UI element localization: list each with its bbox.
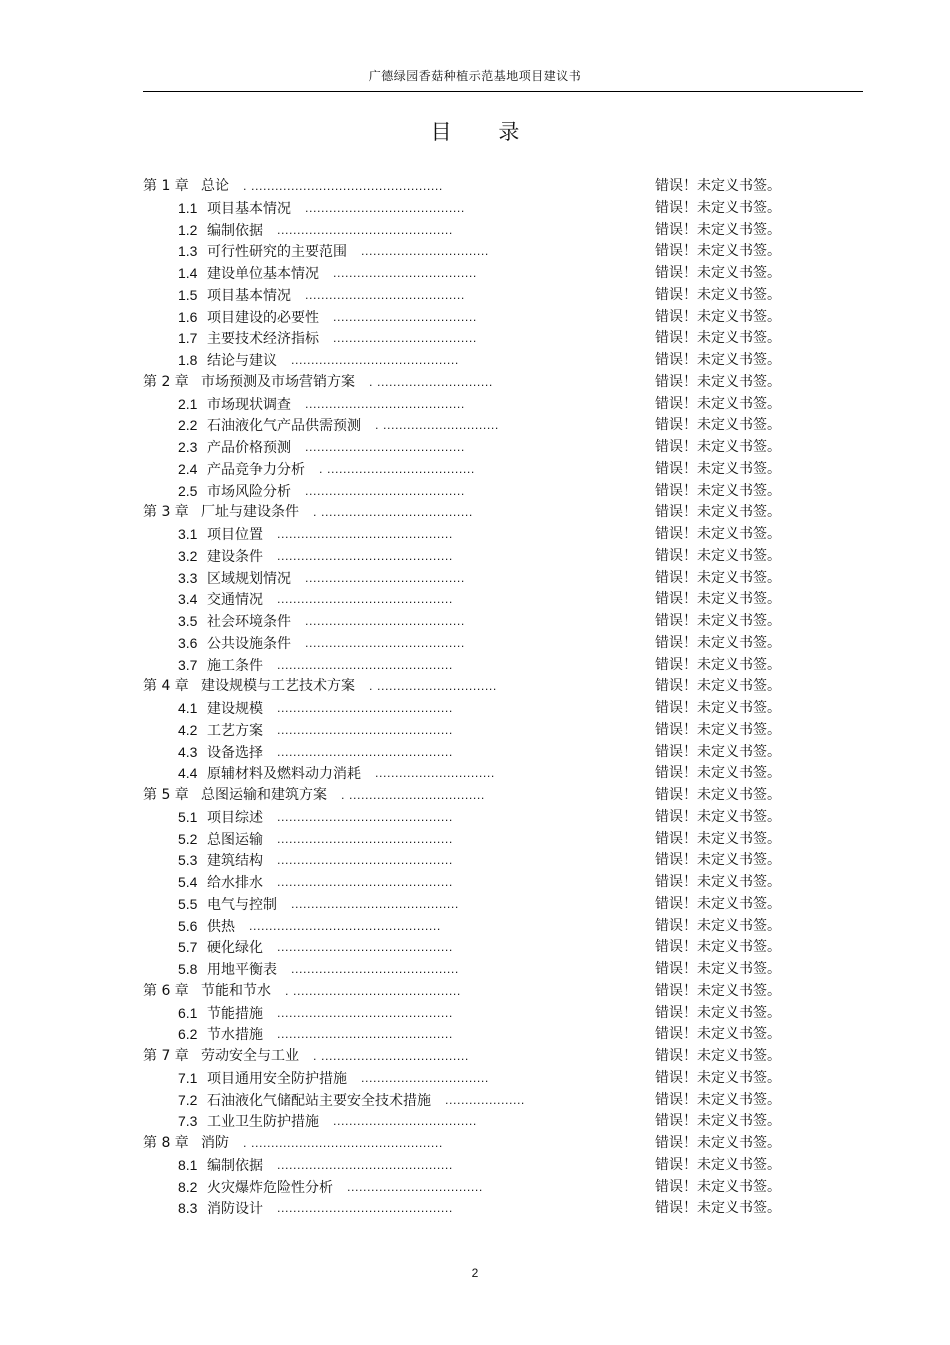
toc-page-ref-error: 错误！未定义书签。 [655, 808, 781, 825]
toc-entry-number: 4.3 [178, 743, 198, 760]
toc-section-entry[interactable] [143, 546, 793, 568]
toc-section-entry[interactable] [143, 959, 793, 981]
toc-section-entry[interactable] [143, 437, 793, 459]
toc-entry-number: 3.1 [178, 526, 198, 542]
toc-dot-leader: ............................................ [277, 832, 453, 846]
toc-dot-leader: . .......................................... [285, 984, 461, 998]
toc-entry-label: 主要技术经济指标 [207, 331, 319, 348]
toc-entry-label: 原辅材料及燃料动力消耗 [207, 766, 361, 783]
toc-page-ref-error: 错误！未定义书签。 [655, 895, 781, 912]
toc-dot-leader: .................................... [333, 267, 477, 280]
toc-dot-leader: .................................... [333, 1115, 477, 1129]
toc-entry-number: 7.3 [178, 1113, 198, 1130]
toc-page-ref-error: 错误！未定义书签。 [655, 352, 781, 368]
toc-page-ref-error: 错误！未定义书签。 [655, 1004, 781, 1021]
toc-dot-leader: ............................................ [277, 223, 453, 237]
toc-entry-number: 5.6 [178, 917, 198, 934]
toc-page-ref-error: 错误！未定义书签。 [655, 982, 781, 999]
toc-entry-number: 5.2 [178, 830, 198, 847]
page-number: 2 [471, 1266, 479, 1280]
toc-entry-label: 项目基本情况 [207, 200, 291, 217]
toc-dot-leader: ........................................ [305, 484, 465, 498]
toc-section-entry[interactable] [143, 285, 793, 307]
toc-page-ref-error: 错误！未定义书签。 [655, 417, 781, 434]
toc-dot-leader: ........................................ [305, 441, 465, 454]
toc-entry-label: 总论 [201, 178, 229, 194]
toc-entry-label: 设备选择 [207, 744, 263, 761]
toc-title: 目 录 [430, 120, 540, 144]
toc-section-entry[interactable] [143, 937, 793, 959]
toc-page-ref-error: 错误！未定义书签。 [655, 1156, 781, 1173]
toc-entry-number: 1.5 [178, 286, 198, 303]
toc-entry-label: 可行性研究的主要范围 [207, 244, 347, 261]
toc-page-ref-error: 错误！未定义书签。 [655, 286, 781, 303]
toc-entry-label: 工业卫生防护措施 [207, 1114, 319, 1131]
toc-page-ref-error: 错误！未定义书签。 [655, 830, 781, 847]
toc-page-ref-error: 错误！未定义书签。 [655, 1178, 781, 1195]
toc-entry-label: 节能和节水 [201, 982, 271, 999]
toc-page-ref-error: 错误！未定义书签。 [655, 373, 781, 390]
toc-dot-leader: . ..................................... [319, 462, 475, 476]
toc-dot-leader: ............................................ [277, 593, 453, 607]
toc-page-ref-error: 错误！未定义书签。 [655, 613, 781, 629]
toc-section-entry[interactable] [143, 872, 793, 894]
toc-chapter-entry[interactable] [143, 176, 793, 198]
toc-section-entry[interactable] [143, 394, 793, 416]
running-header: 广德绿园香菇种植示范基地项目建议书 [368, 69, 582, 83]
toc-entry-number: 1.8 [178, 352, 198, 368]
toc-entry-number: 5.5 [178, 895, 198, 912]
toc-entry-number: 第 4 章 [143, 678, 189, 695]
toc-dot-leader: ........................................ [305, 201, 465, 215]
toc-dot-leader: ............................................ [277, 702, 453, 715]
header-divider [143, 91, 863, 92]
toc-entry-label: 项目基本情况 [207, 287, 291, 304]
toc-page-ref-error: 错误！未定义书签。 [655, 591, 781, 608]
toc-section-entry[interactable] [143, 307, 793, 329]
toc-page-ref-error: 错误！未定义书签。 [655, 1113, 781, 1130]
toc-entry-label: 厂址与建设条件 [201, 504, 299, 521]
toc-entry-number: 5.3 [178, 852, 198, 869]
toc-dot-leader: ........................................ [305, 571, 465, 585]
toc-page-ref-error: 错误！未定义书签。 [655, 961, 781, 977]
toc-page-ref-error: 错误！未定义书签。 [655, 1026, 781, 1043]
toc-entry-number: 5.7 [178, 939, 198, 956]
toc-page-ref-error: 错误！未定义书签。 [655, 1135, 781, 1151]
toc-dot-leader: ............................................ [277, 854, 453, 868]
toc-entry-number: 第 6 章 [143, 982, 189, 999]
toc-section-entry[interactable] [143, 850, 793, 872]
toc-page-ref-error: 错误！未定义书签。 [655, 482, 781, 499]
toc-dot-leader: . ................................................ [243, 180, 443, 193]
toc-entry-label: 火灾爆炸危险性分析 [207, 1179, 333, 1196]
toc-entry-label: 编制依据 [207, 1157, 263, 1174]
toc-dot-leader: . .................................. [341, 789, 485, 802]
toc-page-ref-error: 错误！未定义书签。 [655, 439, 781, 455]
toc-entry-number: 2.1 [178, 395, 198, 412]
toc-dot-leader: ............................................ [277, 941, 453, 955]
toc-section-entry[interactable] [143, 328, 793, 350]
toc-entry-label: 总图运输 [207, 831, 263, 848]
toc-entry-number: 8.1 [178, 1156, 198, 1173]
toc-dot-leader: .................... [445, 1093, 525, 1107]
toc-dot-leader: ................................ [361, 245, 489, 259]
toc-entry-number: 第 1 章 [143, 178, 189, 194]
toc-entry-label: 编制依据 [207, 222, 263, 239]
toc-entry-number: 1.2 [178, 221, 198, 238]
toc-page-ref-error: 错误！未定义书签。 [655, 308, 781, 325]
toc-section-entry[interactable] [143, 807, 793, 829]
toc-dot-leader: . ................................................ [243, 1137, 443, 1150]
toc-section-entry[interactable] [143, 459, 793, 481]
toc-entry-label: 公共设施条件 [207, 635, 291, 652]
toc-dot-leader: ............................................ [277, 658, 453, 672]
toc-section-entry[interactable] [143, 1155, 793, 1177]
toc-entry-number: 4.4 [178, 765, 198, 782]
toc-section-entry[interactable] [143, 1198, 793, 1220]
toc-entry-label: 工艺方案 [207, 722, 263, 739]
toc-entry-label: 用地平衡表 [207, 962, 277, 978]
toc-page-ref-error: 错误！未定义书签。 [655, 395, 781, 412]
toc-dot-leader: .................................. [347, 1180, 483, 1194]
table-of-contents [143, 176, 793, 1220]
toc-page-ref-error: 错误！未定义书签。 [655, 1200, 781, 1217]
toc-entry-label: 电气与控制 [207, 896, 277, 913]
toc-section-entry[interactable] [143, 611, 793, 633]
toc-entry-number: 7.1 [178, 1069, 198, 1086]
toc-dot-leader: ........................................ [305, 615, 465, 628]
toc-entry-label: 项目综述 [207, 809, 263, 826]
toc-page-ref-error: 错误！未定义书签。 [655, 199, 781, 216]
toc-section-entry[interactable] [143, 481, 793, 503]
toc-section-entry[interactable] [143, 263, 793, 285]
toc-entry-number: 第 5 章 [143, 787, 189, 803]
toc-dot-leader: ............................................ [277, 1028, 453, 1042]
toc-entry-label: 石油液化气产品供需预测 [207, 418, 361, 435]
toc-page-ref-error: 错误！未定义书签。 [655, 939, 781, 956]
toc-page-ref-error: 错误！未定义书签。 [655, 460, 781, 477]
toc-entry-number: 第 3 章 [143, 504, 189, 521]
toc-entry-label: 项目建设的必要性 [207, 309, 319, 326]
toc-section-entry[interactable] [143, 524, 793, 546]
toc-entry-number: 2.4 [178, 460, 198, 477]
toc-chapter-entry[interactable] [143, 981, 793, 1003]
toc-entry-number: 第 7 章 [143, 1048, 189, 1064]
toc-entry-label: 消防 [201, 1135, 229, 1151]
toc-dot-leader: .......................................... [291, 897, 459, 911]
toc-entry-label: 交通情况 [207, 592, 263, 609]
toc-entry-label: 石油液化气储配站主要安全技术措施 [207, 1092, 431, 1109]
toc-entry-label: 建设条件 [207, 548, 263, 565]
toc-page-ref-error: 错误！未定义书签。 [655, 265, 781, 281]
toc-entry-label: 市场预测及市场营销方案 [201, 373, 355, 390]
toc-page-ref-error: 错误！未定义书签。 [655, 526, 781, 542]
toc-entry-number: 3.5 [178, 613, 198, 629]
toc-page-ref-error: 错误！未定义书签。 [655, 221, 781, 238]
toc-entry-number: 第 8 章 [143, 1135, 189, 1151]
toc-section-entry[interactable] [143, 720, 793, 742]
toc-entry-label: 项目位置 [207, 527, 263, 543]
toc-entry-label: 建设单位基本情况 [207, 266, 319, 282]
toc-entry-number: 5.8 [178, 961, 198, 977]
toc-entry-label: 社会环境条件 [207, 614, 291, 630]
toc-dot-leader: . ..................................... [313, 1050, 469, 1063]
toc-entry-label: 区域规划情况 [207, 570, 291, 587]
toc-dot-leader: .................................... [333, 310, 477, 324]
toc-page-ref-error: 错误！未定义书签。 [655, 504, 781, 521]
toc-entry-label: 节水措施 [207, 1027, 263, 1044]
toc-entry-label: 供热 [207, 918, 235, 935]
toc-entry-number: 1.3 [178, 243, 198, 260]
toc-entry-label: 建筑结构 [207, 853, 263, 870]
toc-section-entry[interactable] [143, 1111, 793, 1133]
toc-page-ref-error: 错误！未定义书签。 [655, 700, 781, 716]
toc-section-entry[interactable] [143, 894, 793, 916]
toc-section-entry[interactable] [143, 698, 793, 720]
toc-entry-label: 建设规模 [207, 701, 263, 717]
toc-section-entry[interactable] [143, 763, 793, 785]
toc-section-entry[interactable] [143, 742, 793, 764]
toc-entry-number: 3.6 [178, 634, 198, 651]
toc-page-ref-error: 错误！未定义书签。 [655, 634, 781, 651]
toc-entry-label: 施工条件 [207, 657, 263, 674]
toc-page-ref-error: 错误！未定义书签。 [655, 917, 781, 934]
toc-page-ref-error: 错误！未定义书签。 [655, 243, 781, 260]
toc-entry-number: 第 2 章 [143, 373, 189, 390]
toc-page-ref-error: 错误！未定义书签。 [655, 1091, 781, 1108]
toc-dot-leader: ............................................ [277, 528, 453, 541]
toc-dot-leader: ........................................ [305, 397, 465, 411]
toc-entry-label: 给水排水 [207, 875, 263, 891]
toc-dot-leader: ........................................ [305, 636, 465, 650]
toc-section-entry[interactable] [143, 415, 793, 437]
toc-entry-number: 2.3 [178, 439, 198, 455]
toc-entry-number: 4.1 [178, 700, 198, 716]
toc-section-entry[interactable] [143, 350, 793, 372]
toc-dot-leader: . ............................. [369, 375, 493, 389]
toc-entry-number: 2.2 [178, 417, 198, 434]
toc-page-ref-error: 错误！未定义书签。 [655, 178, 781, 194]
toc-dot-leader: ............................................ [277, 1158, 453, 1172]
toc-section-entry[interactable] [143, 1177, 793, 1199]
toc-entry-label: 劳动安全与工业 [201, 1048, 299, 1064]
toc-section-entry[interactable] [143, 1068, 793, 1090]
toc-entry-number: 8.3 [178, 1200, 198, 1217]
toc-section-entry[interactable] [143, 829, 793, 851]
toc-dot-leader: . .............................. [369, 680, 497, 694]
toc-dot-leader: ............................................ [277, 876, 453, 889]
toc-dot-leader: ............................................ [277, 745, 453, 759]
toc-section-entry[interactable] [143, 241, 793, 263]
toc-entry-label: 市场现状调查 [207, 396, 291, 413]
toc-dot-leader: ............................................ [277, 549, 453, 563]
toc-page-ref-error: 错误！未定义书签。 [655, 1048, 781, 1064]
toc-dot-leader: ............................................ [277, 1202, 453, 1216]
toc-dot-leader: .......................................... [291, 354, 459, 367]
toc-entry-number: 4.2 [178, 721, 198, 738]
toc-dot-leader: .................................... [333, 332, 477, 346]
toc-entry-label: 建设规模与工艺技术方案 [201, 678, 355, 695]
toc-chapter-entry[interactable] [143, 1046, 793, 1068]
toc-dot-leader: . ...................................... [313, 506, 473, 520]
toc-section-entry[interactable] [143, 916, 793, 938]
toc-section-entry[interactable] [143, 568, 793, 590]
toc-entry-number: 3.3 [178, 569, 198, 586]
toc-entry-number: 1.6 [178, 308, 198, 325]
toc-section-entry[interactable] [143, 589, 793, 611]
toc-entry-number: 1.7 [178, 330, 198, 347]
toc-chapter-entry[interactable] [143, 502, 793, 524]
toc-entry-number: 6.2 [178, 1026, 198, 1043]
toc-chapter-entry[interactable] [143, 676, 793, 698]
toc-entry-number: 1.1 [178, 199, 198, 216]
toc-dot-leader: .............................. [375, 767, 495, 781]
toc-section-entry[interactable] [143, 220, 793, 242]
toc-page-ref-error: 错误！未定义书签。 [655, 721, 781, 738]
toc-dot-leader: . ............................. [375, 419, 499, 433]
toc-section-entry[interactable] [143, 633, 793, 655]
toc-entry-label: 节能措施 [207, 1005, 263, 1022]
toc-page-ref-error: 错误！未定义书签。 [655, 852, 781, 869]
toc-section-entry[interactable] [143, 1024, 793, 1046]
toc-section-entry[interactable] [143, 1090, 793, 1112]
toc-page-ref-error: 错误！未定义书签。 [655, 547, 781, 564]
toc-section-entry[interactable] [143, 1003, 793, 1025]
toc-entry-number: 5.4 [178, 874, 198, 890]
toc-entry-label: 产品竞争力分析 [207, 461, 305, 478]
toc-page-ref-error: 错误！未定义书签。 [655, 656, 781, 673]
toc-entry-label: 硬化绿化 [207, 940, 263, 957]
toc-dot-leader: ................................................ [249, 919, 441, 933]
toc-entry-number: 3.4 [178, 591, 198, 608]
toc-dot-leader: ............................................ [277, 810, 453, 824]
toc-page-ref-error: 错误！未定义书签。 [655, 874, 781, 890]
toc-entry-number: 6.1 [178, 1004, 198, 1021]
toc-entry-label: 消防设计 [207, 1201, 263, 1218]
toc-page-ref-error: 错误！未定义书签。 [655, 765, 781, 782]
toc-section-entry[interactable] [143, 198, 793, 220]
toc-section-entry[interactable] [143, 655, 793, 677]
toc-entry-number: 1.4 [178, 265, 198, 281]
toc-entry-number: 8.2 [178, 1178, 198, 1195]
toc-page-ref-error: 错误！未定义书签。 [655, 787, 781, 803]
toc-chapter-entry[interactable] [143, 372, 793, 394]
toc-dot-leader: ............................................ [277, 723, 453, 737]
toc-dot-leader: .......................................... [291, 963, 459, 976]
toc-entry-label: 项目通用安全防护措施 [207, 1070, 347, 1087]
toc-entry-label: 产品价格预测 [207, 440, 291, 456]
toc-dot-leader: ........................................ [305, 288, 465, 302]
toc-page-ref-error: 错误！未定义书签。 [655, 678, 781, 695]
toc-page-ref-error: 错误！未定义书签。 [655, 743, 781, 760]
toc-entry-label: 市场风险分析 [207, 483, 291, 500]
toc-page-ref-error: 错误！未定义书签。 [655, 1069, 781, 1086]
toc-entry-number: 3.7 [178, 656, 198, 673]
toc-page-ref-error: 错误！未定义书签。 [655, 569, 781, 586]
toc-entry-number: 2.5 [178, 482, 198, 499]
toc-page-ref-error: 错误！未定义书签。 [655, 330, 781, 347]
toc-entry-number: 7.2 [178, 1091, 198, 1108]
toc-entry-number: 3.2 [178, 547, 198, 564]
toc-entry-number: 5.1 [178, 808, 198, 825]
toc-entry-label: 总图运输和建筑方案 [201, 787, 327, 803]
toc-dot-leader: ................................ [361, 1071, 489, 1085]
toc-chapter-entry[interactable] [143, 1133, 793, 1155]
toc-dot-leader: ............................................ [277, 1006, 453, 1020]
toc-entry-label: 结论与建议 [207, 353, 277, 369]
toc-chapter-entry[interactable] [143, 785, 793, 807]
